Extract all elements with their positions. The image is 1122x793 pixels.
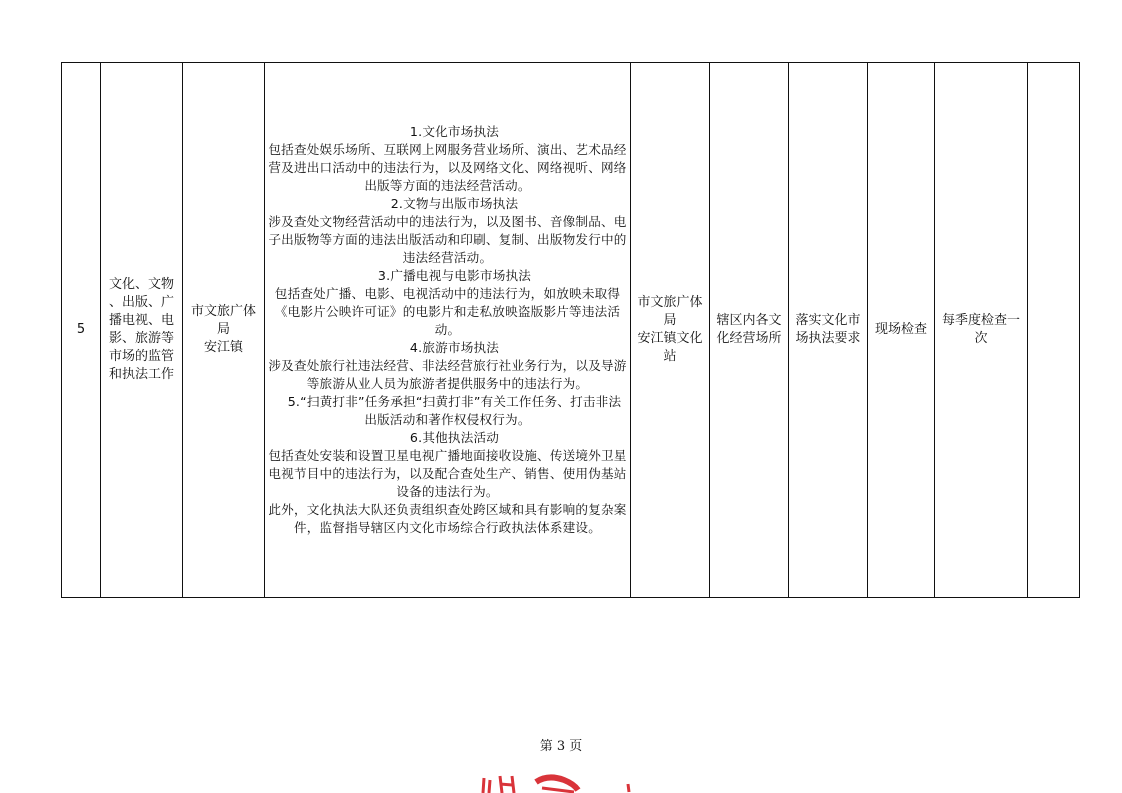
content-paragraph: 包括查处广播、电影、电视活动中的违法行为，如放映未取得《电影片公映许可证》的电影片和走私放映盗版影片等违法活动。 [274, 286, 621, 337]
item-cell: 文化、文物 、出版、广 播电视、电 影、旅游等 市场的监管 和执法工作 [101, 63, 183, 598]
content-paragraph: 涉及查处旅行社违法经营、非法经营旅行社业务行为，以及导游等旅游从业人员为旅游者提供服务中的违法行为。 [268, 358, 627, 391]
red-stamp-mark [478, 770, 638, 793]
remark-cell [1028, 63, 1080, 598]
content-paragraph: 此外，文化执法大队还负责组织查处跨区域和具有影响的复杂案件，监督指导辖区内文化市场综合行政执法体系建设。 [268, 502, 627, 535]
executor-cell: 市文旅广体 局 安江镇文化 站 [631, 63, 710, 598]
content-heading: 6.其他执法活动 [409, 430, 500, 445]
content-heading: 4.旅游市场执法 [409, 340, 500, 355]
content-heading: 5.“扫黄打非”任务承担“扫黄打非”有关工作任务、打击非法出版活动和著作权侵权行为。 [287, 394, 622, 427]
method-cell: 现场检查 [868, 63, 935, 598]
row-number-cell: 5 [62, 63, 101, 598]
content-paragraph: 包括查处娱乐场所、互联网上网服务营业场所、演出、艺术品经营及进出口活动中的违法行为，以及网络文化、网络视听、网络出版等方面的违法经营活动。 [268, 142, 627, 193]
page-number: 第 3 页 [539, 739, 583, 754]
frequency-cell: 每季度检查一 次 [935, 63, 1028, 598]
target-cell: 辖区内各文 化经营场所 [710, 63, 789, 598]
content-heading: 3.广播电视与电影市场执法 [377, 268, 532, 283]
department-cell: 市文旅广体 局 安江镇 [183, 63, 265, 598]
content-paragraph: 包括查处安装和设置卫星电视广播地面接收设施、传送境外卫星电视节目中的违法行为，以及配合查处生产、销售、使用伪基站设备的违法行为。 [268, 448, 627, 499]
table-row [62, 63, 1080, 598]
requirement-cell: 落实文化市 场执法要求 [789, 63, 868, 598]
supervision-table [61, 62, 1080, 598]
content-heading: 2.文物与出版市场执法 [390, 196, 519, 211]
content-list [268, 123, 627, 537]
content-cell [265, 63, 631, 598]
content-heading: 1.文化市场执法 [409, 124, 500, 139]
content-paragraph: 涉及查处文物经营活动中的违法行为，以及图书、音像制品、电子出版物等方面的违法出版活动和印刷、复制、出版物发行中的违法经营活动。 [268, 214, 627, 265]
